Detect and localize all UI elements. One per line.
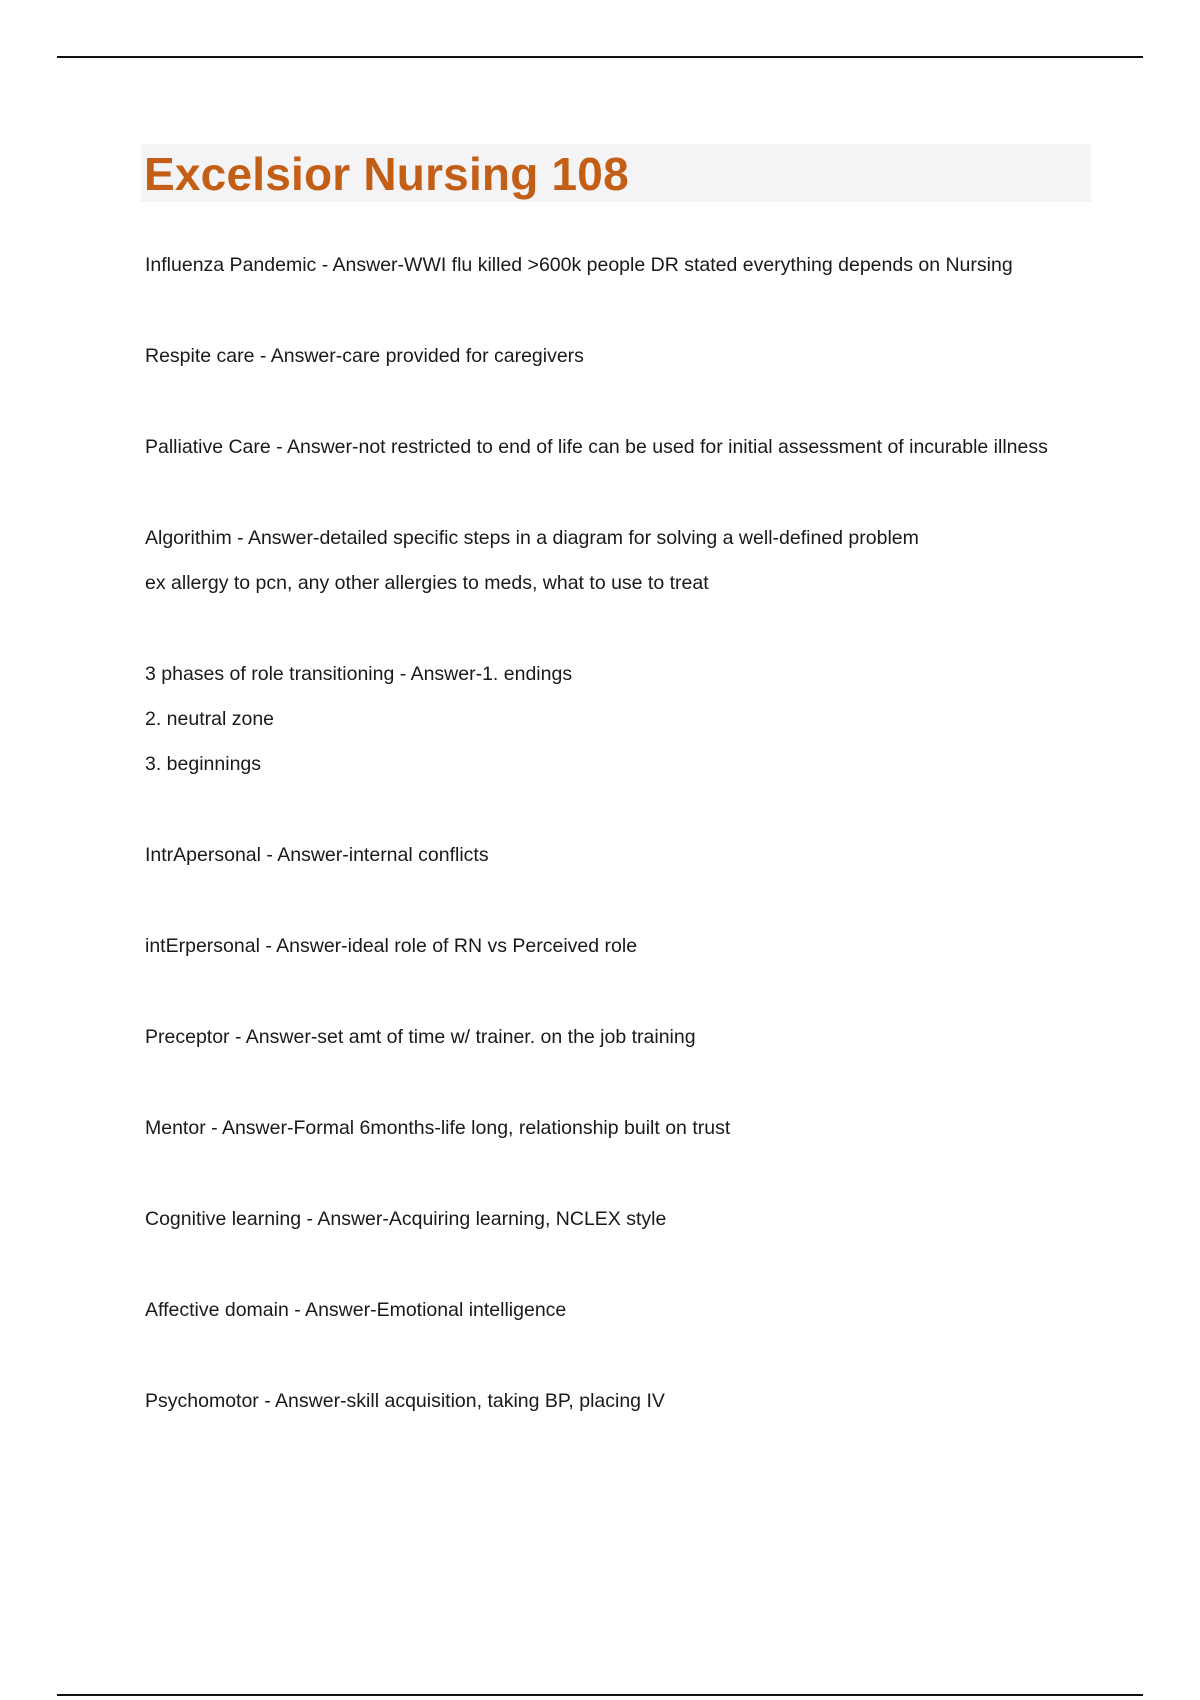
entry-text: Palliative Care - Answer-not restricted to end of life can be used for initial assessment of incurable illness <box>145 436 1048 458</box>
entry-text-continued: 2. neutral zone <box>145 708 275 730</box>
list-item <box>145 334 1095 379</box>
entry-text: Psychomotor - Answer-skill acquisition, taking BP, placing IV <box>145 1390 665 1412</box>
list-item <box>145 652 1095 787</box>
list-item <box>145 243 1095 288</box>
entry-text-continued: ex allergy to pcn, any other allergies to meds, what to use to treat <box>145 572 709 594</box>
bottom-divider <box>57 1694 1143 1696</box>
entry-text: Mentor - Answer-Formal 6months-life long, relationship built on trust <box>145 1117 731 1139</box>
entry-text: Affective domain - Answer-Emotional intelligence <box>145 1299 567 1321</box>
list-item <box>145 1197 1095 1242</box>
list-item <box>145 1015 1095 1060</box>
entry-text: IntrApersonal - Answer-internal conflicts <box>145 844 489 866</box>
list-item <box>145 833 1095 878</box>
page-title: Excelsior Nursing 108 <box>144 148 629 200</box>
entry-text: Algorithim - Answer-detailed specific steps in a diagram for solving a well-defined problem <box>145 527 919 549</box>
flashcard-list <box>145 243 1095 1470</box>
list-item <box>145 1106 1095 1151</box>
entry-text: Preceptor - Answer-set amt of time w/ trainer. on the job training <box>145 1026 696 1048</box>
list-item <box>145 425 1095 470</box>
list-item <box>145 1288 1095 1333</box>
list-item <box>145 1379 1095 1424</box>
entry-text: Respite care - Answer-care provided for caregivers <box>145 345 584 367</box>
entry-text: Influenza Pandemic - Answer-WWI flu killed >600k people DR stated everything depends on Nursing <box>145 254 1013 276</box>
list-item <box>145 924 1095 969</box>
top-divider <box>57 56 1143 58</box>
entry-text: intErpersonal - Answer-ideal role of RN vs Perceived role <box>145 935 638 957</box>
entry-text: 3 phases of role transitioning - Answer-1. endings <box>145 663 573 685</box>
list-item <box>145 516 1095 606</box>
entry-text: Cognitive learning - Answer-Acquiring learning, NCLEX style <box>145 1208 667 1230</box>
entry-text-continued: 3. beginnings <box>145 753 262 775</box>
